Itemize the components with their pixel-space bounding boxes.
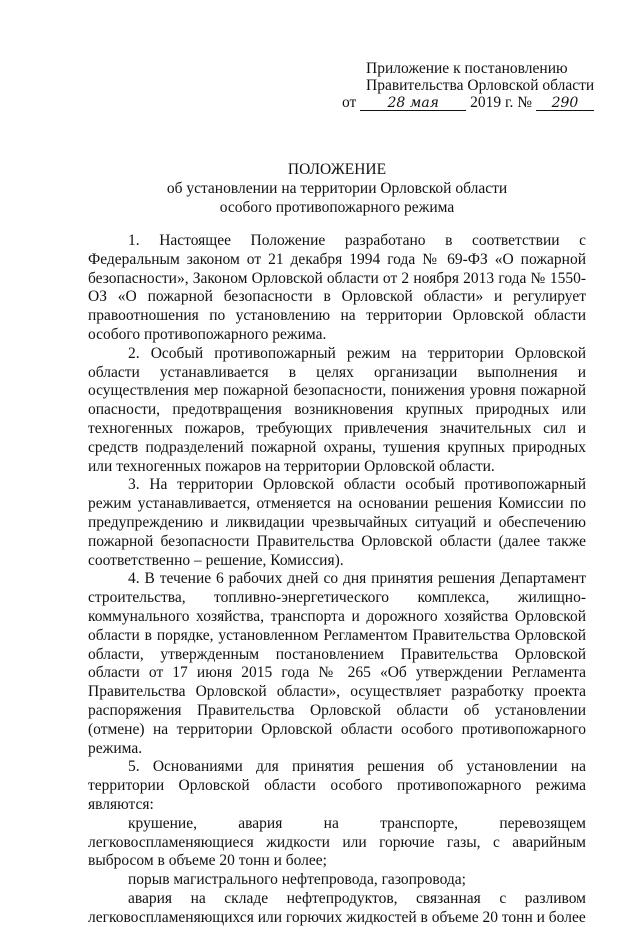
appendix-header xyxy=(342,60,612,111)
paragraph-4: 4. В течение 6 рабочих дней со дня принятия решения Департамент строительства, топливно-энергетического комплекса, жилищно-коммунального хозяйства, транспорта и дорожного хозяйства Орловской области в порядке, установленном Регламентом Правительства Орловской области, утвержденным постановлением Правительства Орловской области от 17 июня 2015 года № 265 «Об утверждении Регламента Правительства Орловской области», осуществляет разработку проекта распоряжения Правительства Орловской области об установлении (отмене) на территории Орловской области особого противопожарного режима. xyxy=(88,570,586,757)
paragraph-5: 5. Основаниями для принятия решения об установлении на территории Орловской области особого противопожарного режима являются: xyxy=(88,758,586,813)
handwritten-date: 28 мая xyxy=(360,96,466,111)
paragraph-2: 2. Особый противопожарный режим на территории Орловской области устанавливается в целях организации выполнения и осуществления мер пожарной безопасности, понижения уровня пожарной опасности, предотвращения возникновения крупных природных или техногенных пожаров, требующих привлечения значительных сил и средств подразделений пожарной охраны, тушения крупных природных или техногенных пожаров на территории Орловской области. xyxy=(88,344,586,475)
title-subtitle-2: особого противопожарного режима xyxy=(219,199,455,216)
appendix-line-2: Правительства Орловской области xyxy=(366,77,595,94)
appendix-line-1: Приложение к постановлению xyxy=(366,60,568,77)
appendix-prefix: от xyxy=(342,94,357,111)
handwritten-number: 290 xyxy=(536,96,594,111)
paragraph-5-item-2: порыв магистрального нефтепровода, газопровода; xyxy=(128,871,466,889)
appendix-line-3 xyxy=(342,94,612,111)
title-subtitle-1: об установлении на территории Орловской области xyxy=(166,180,508,197)
appendix-year-suffix: 2019 г. № xyxy=(470,94,533,111)
paragraph-3: 3. На территории Орловской области особый противопожарный режим устанавливается, отменяется на основании решения Комиссии по предупреждению и ликвидации чрезвычайных ситуаций и обеспечению пожарной безопасности Правительства Орловской области (далее также соответственно – решение, Комиссия). xyxy=(88,476,586,569)
paragraph-5-item-3: авария на складе нефтепродуктов, связанная с разливом легковоспламеняющихся или горючих жидкостей в объеме 20 тонн и более xyxy=(88,889,586,926)
document-title xyxy=(88,160,586,217)
paragraph-1: 1. Настоящее Положение разработано в соответствии с Федеральным законом от 21 декабря 1994 года № 69-ФЗ «О пожарной безопасности», Законом Орловской области от 2 ноября 2013 года № 1550-ОЗ «О пожарной безопасности в Орловской области» и регулирует правоотношения по установлению на территории Орловской области особого противопожарного режима. xyxy=(88,232,586,343)
document-body xyxy=(88,232,586,927)
title-heading: ПОЛОЖЕНИЕ xyxy=(287,161,387,178)
paragraph-5-item-1: крушение, авария на транспорте, перевозящем легковоспламеняющиеся жидкости или горючие газы, с аварийным выбросом в объеме 20 тонн и более; xyxy=(88,814,586,870)
